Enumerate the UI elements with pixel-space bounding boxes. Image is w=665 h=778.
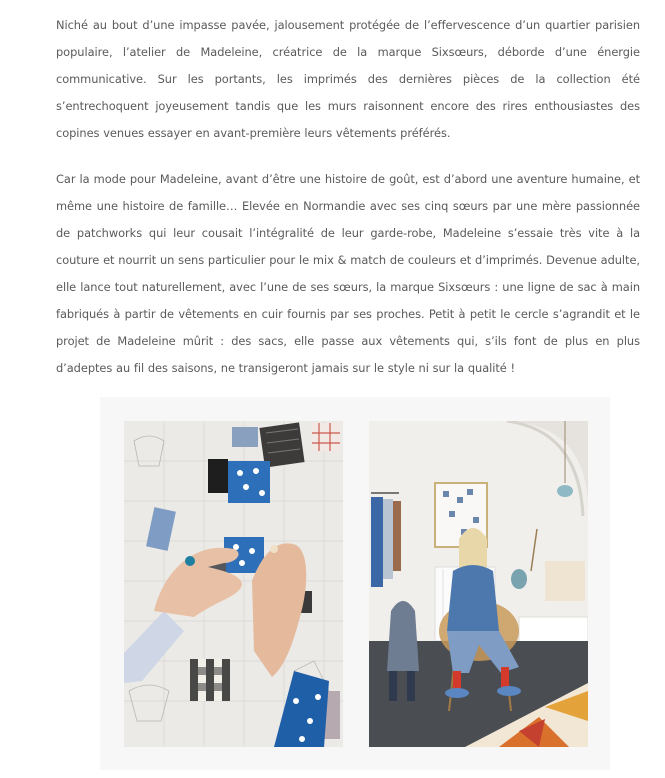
photo-gallery xyxy=(100,397,610,770)
fabric-swatches-illustration xyxy=(124,421,343,747)
workshop-portrait-illustration xyxy=(369,421,588,747)
fabric-swatches-photo xyxy=(124,421,343,747)
article-body xyxy=(56,12,640,382)
workshop-portrait-photo xyxy=(369,421,588,747)
article-paragraph-1: Niché au bout d’une impasse pavée, jalousement protégée de l’effervescence d’un quartier parisien populaire, l’atelier de Madeleine, créatrice de la marque Sixsœurs, déborde d’une énergie communicative. Sur les portants, les imprimés des dernières pièces de la collection été s’entrechoquent joyeusement tandis que les murs raisonnent encore des rires enthousiastes des copines venues essayer en avant-première leurs vêtements préférés. xyxy=(56,18,640,140)
article-paragraph-2: Car la mode pour Madeleine, avant d’être une histoire de goût, est d’abord une aventure humaine, et même une histoire de famille… Elevée en Normandie avec ses cinq sœurs par une mère passionnée de patchworks qui leur cousait l’intégralité de leur garde-robe, Madeleine s’essaie très vite à la couture et nourrit un sens particulier pour le mix & match de couleurs et d’imprimés. Devenue adulte, elle lance tout naturellement, avec l’une de ses sœurs, la marque Sixsœurs : une ligne de sac à main fabriqués à partir de vêtements en cuir fournis par ses proches. Petit à petit le cercle s’agrandit et le projet de Madeleine mûrit : des sacs, elle passe aux vêtements qui, s’ils font de plus en plus d’adeptes au fil des saisons, ne transigeront jamais sur le style ni sur la qualité ! xyxy=(56,172,640,375)
